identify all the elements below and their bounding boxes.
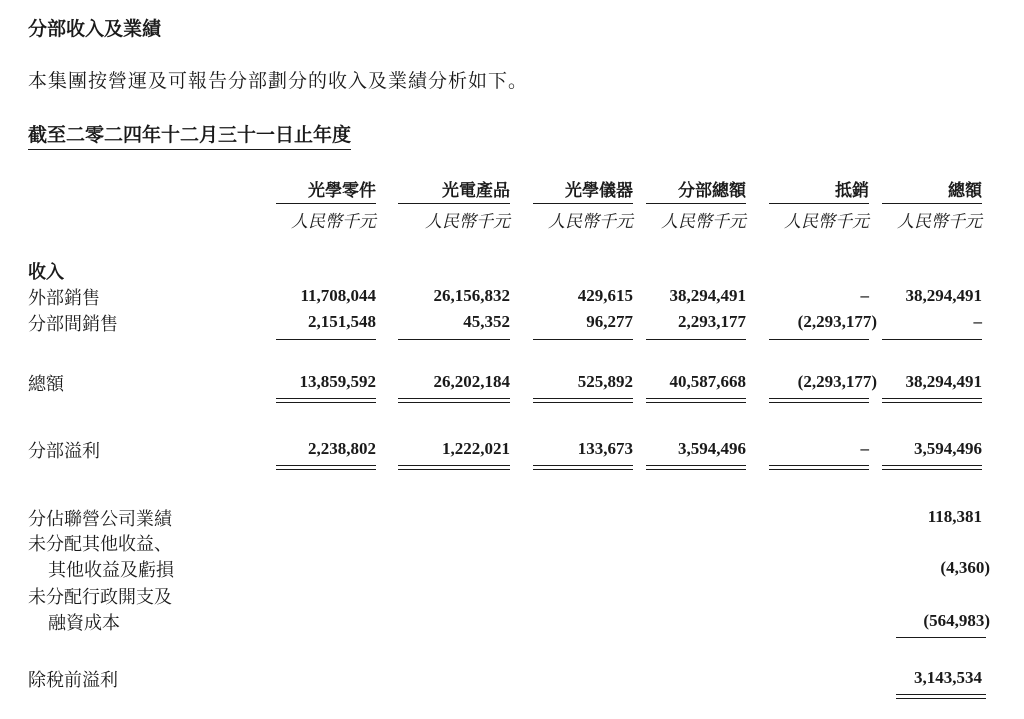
column-unit: 人民幣千元	[882, 203, 982, 232]
subtotal-rule	[533, 339, 633, 340]
cell-value: 525,892	[577, 372, 633, 391]
cell-value: 45,352	[463, 312, 510, 331]
profit-double-rule	[769, 465, 869, 470]
section-heading: 分部收入及業績	[28, 18, 162, 40]
row-label: 分佔聯營公司業績	[28, 509, 172, 530]
column-title: 抵銷	[835, 181, 869, 201]
total-double-rule	[646, 398, 746, 403]
cell-value: 38,294,491	[905, 372, 982, 391]
revenue-section-label: 收入	[28, 262, 64, 283]
cell-value: 2,151,548	[308, 312, 376, 331]
cell-value: (2,293,177)	[797, 372, 877, 391]
profit-double-rule	[646, 465, 746, 470]
subtotal-rule	[882, 339, 982, 340]
row-label: 分部溢利	[28, 441, 100, 462]
row-label: 總額	[28, 374, 64, 395]
column-unit: 人民幣千元	[533, 203, 633, 232]
row-label: 未分配行政開支及	[28, 587, 172, 608]
profit-double-rule	[398, 465, 510, 470]
column-title: 光電產品	[442, 181, 510, 201]
cell-value: 2,293,177	[678, 312, 746, 331]
column-unit: 人民幣千元	[276, 203, 376, 232]
cell-value: –	[860, 286, 869, 305]
column-title: 總額	[948, 181, 982, 201]
cell-value: 11,708,044	[300, 286, 376, 305]
cell-value: (564,983)	[923, 611, 990, 630]
total-double-rule	[769, 398, 869, 403]
cell-value: 429,615	[577, 286, 633, 305]
total-double-rule	[882, 398, 982, 403]
subtotal-rule	[276, 339, 376, 340]
column-unit: 人民幣千元	[769, 203, 869, 232]
cell-value: 96,277	[586, 312, 633, 331]
cell-value: 26,202,184	[433, 372, 510, 391]
profit-double-rule	[276, 465, 376, 470]
column-title: 分部總額	[678, 181, 746, 201]
total-double-rule	[533, 398, 633, 403]
cell-value: 38,294,491	[905, 286, 982, 305]
row-label: 未分配其他收益、	[28, 534, 172, 555]
row-label: 融資成本	[48, 613, 120, 634]
subtotal-rule	[896, 637, 986, 638]
subtotal-rule	[646, 339, 746, 340]
cell-value: 38,294,491	[669, 286, 746, 305]
cell-value: –	[973, 312, 982, 331]
cell-value: 13,859,592	[299, 372, 376, 391]
profit-double-rule	[882, 465, 982, 470]
row-label: 其他收益及虧損	[48, 560, 174, 581]
cell-value: 1,222,021	[442, 439, 510, 458]
total-double-rule	[276, 398, 376, 403]
row-label: 分部間銷售	[28, 314, 118, 335]
cell-value: 26,156,832	[433, 286, 510, 305]
row-label: 外部銷售	[28, 288, 100, 309]
subtotal-rule	[398, 339, 510, 340]
cell-value: 118,381	[927, 507, 982, 526]
profit-double-rule	[533, 465, 633, 470]
cell-value: 2,238,802	[308, 439, 376, 458]
cell-value: 3,594,496	[678, 439, 746, 458]
cell-value: 133,673	[577, 439, 633, 458]
intro-text: 本集團按營運及可報告分部劃分的收入及業績分析如下。	[28, 70, 529, 92]
row-label: 除稅前溢利	[28, 670, 118, 691]
column-unit: 人民幣千元	[646, 203, 746, 232]
subtotal-rule	[769, 339, 869, 340]
cell-value: 3,143,534	[914, 668, 982, 687]
cell-value: (2,293,177)	[797, 312, 877, 331]
cell-value: (4,360)	[940, 558, 990, 577]
cell-value: –	[860, 439, 869, 458]
column-title: 光學儀器	[565, 181, 633, 201]
column-title: 光學零件	[308, 181, 376, 201]
total-double-rule	[398, 398, 510, 403]
cell-value: 3,594,496	[914, 439, 982, 458]
period-title: 截至二零二四年十二月三十一日止年度	[28, 120, 351, 150]
column-unit: 人民幣千元	[398, 203, 510, 232]
cell-value: 40,587,668	[669, 372, 746, 391]
pbt-double-rule	[896, 694, 986, 699]
